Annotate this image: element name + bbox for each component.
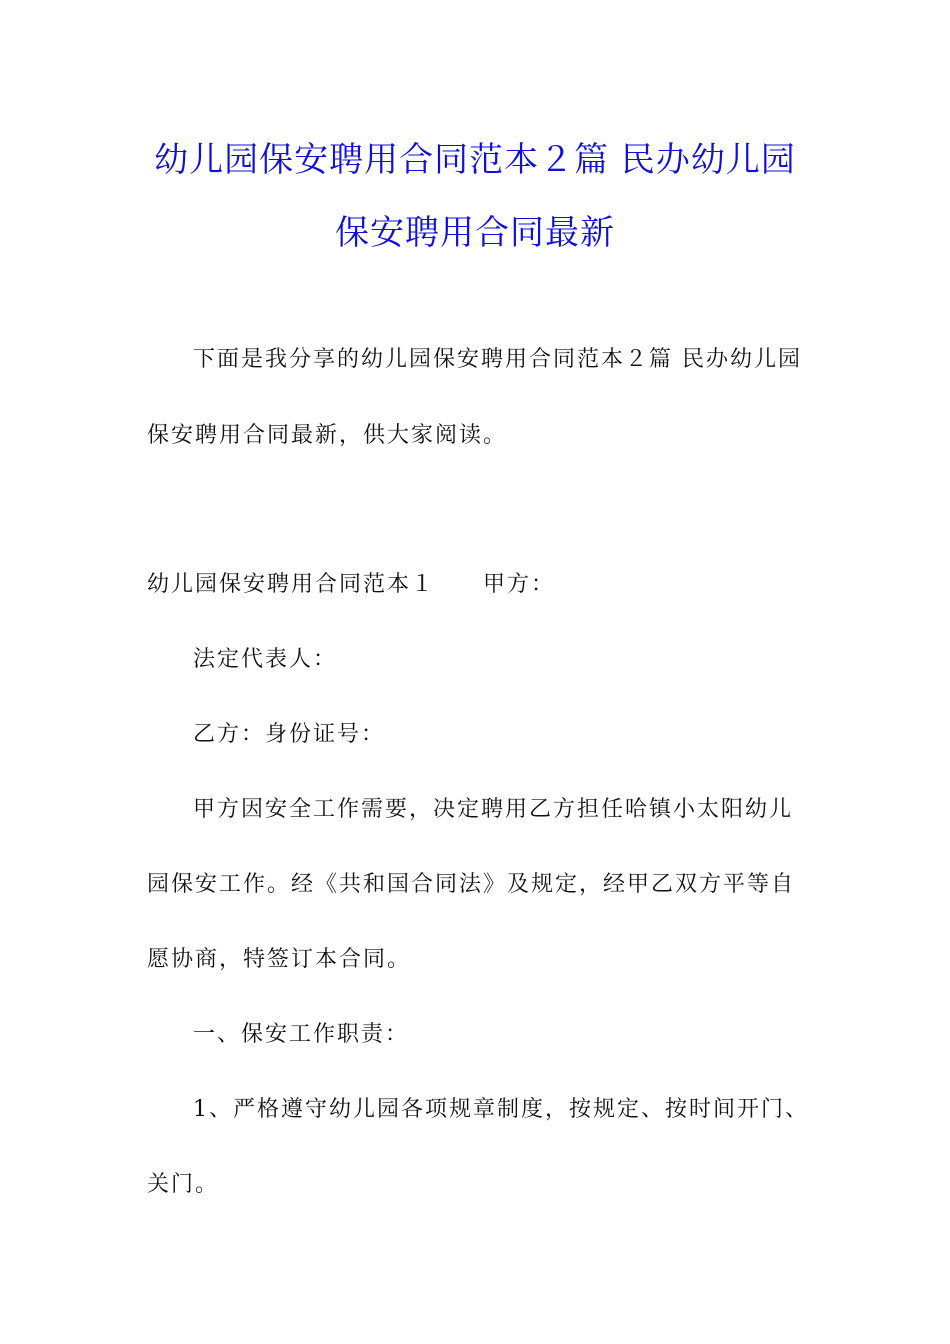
document-title-line-1: 幼儿园保安聘用合同范本２篇 民办幼儿园 xyxy=(154,140,796,180)
contract-paragraph-line-1: 甲方因安全工作需要，决定聘用乙方担任哈镇小太阳幼儿 xyxy=(193,797,794,822)
party-b-field: 乙方：身份证号： xyxy=(193,722,386,747)
duties-heading: 一、保安工作职责： xyxy=(193,1022,410,1047)
duty-item-1-line-1: 1、严格遵守幼儿园各项规章制度，按规定、按时间开门、 xyxy=(193,1097,809,1122)
section-heading: 幼儿园保安聘用合同范本１ 甲方： xyxy=(147,572,556,597)
legal-representative-field: 法定代表人： xyxy=(193,647,338,672)
contract-paragraph-line-3: 愿协商，特签订本合同。 xyxy=(147,947,412,972)
contract-paragraph-line-2: 园保安工作。经《共和国合同法》及规定，经甲乙双方平等自 xyxy=(147,872,796,897)
duty-item-1-line-2: 关门。 xyxy=(147,1172,220,1197)
intro-paragraph-line-2: 保安聘用合同最新，供大家阅读。 xyxy=(147,423,508,448)
intro-paragraph-line-1: 下面是我分享的幼儿园保安聘用合同范本２篇 民办幼儿园 xyxy=(193,347,802,372)
document-title-line-2: 保安聘用合同最新 xyxy=(335,213,615,253)
